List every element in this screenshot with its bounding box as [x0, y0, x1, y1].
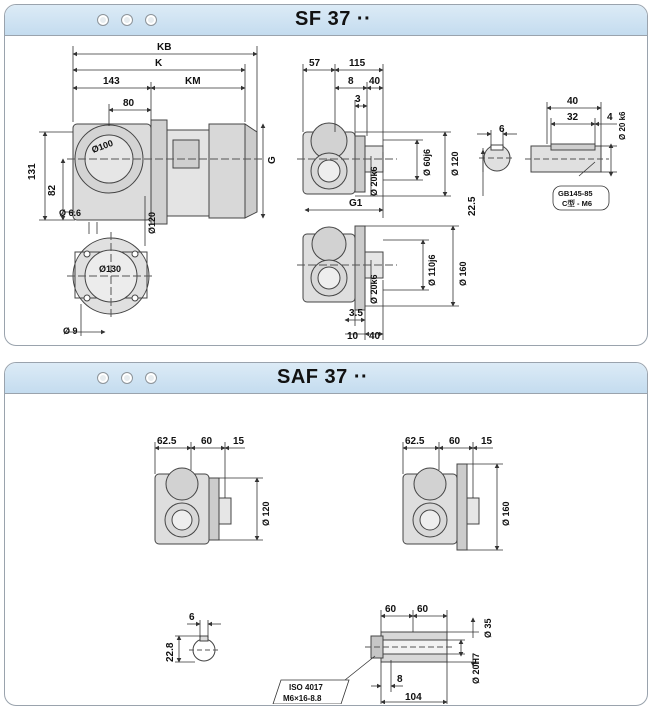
sf37-title: SF 37 ··	[295, 8, 372, 30]
dim-57: 57	[309, 58, 321, 69]
dim-key-22-8: 22.8	[165, 642, 176, 662]
sf-main-view	[67, 120, 263, 224]
dot-icon	[145, 14, 157, 26]
dim-d100: Ø100	[90, 137, 115, 155]
dim-d110j6: Ø 110j6	[427, 254, 437, 286]
dim-d20k6b: Ø 20k6	[369, 274, 379, 304]
dim-a-62-5: 62.5	[157, 436, 177, 447]
dim-h-60b: 60	[417, 604, 429, 615]
dim-40: 40	[369, 76, 381, 87]
dim-a-d120: Ø 120	[261, 501, 271, 526]
dim-a-15: 15	[233, 436, 245, 447]
dim-g1: G1	[349, 198, 363, 209]
dim-80: 80	[123, 98, 135, 109]
iso-bolt: M6×16-8.8	[283, 694, 322, 703]
saf37-panel	[4, 362, 648, 706]
dim-h-d20h7: Ø 20H7	[471, 652, 481, 684]
saf37-title: SAF 37 ··	[277, 366, 369, 388]
dim-b-62-5: 62.5	[405, 436, 425, 447]
dim-a-60: 60	[201, 436, 213, 447]
gb-standard: GB145-85	[558, 189, 593, 198]
dim-82: 82	[47, 184, 58, 196]
dim-10: 10	[347, 331, 359, 342]
dim-k: K	[155, 58, 163, 69]
sf37-drawing	[5, 36, 647, 344]
dim-3-5: 3.5	[349, 308, 363, 319]
dim-h-104: 104	[405, 692, 422, 703]
dim-h-d35: Ø 35	[483, 618, 493, 638]
header-dots	[97, 14, 157, 26]
dim-b-15: 15	[481, 436, 493, 447]
dim-shaft-d20k6: Ø 20 k6	[618, 111, 627, 140]
sf-side-view-2	[297, 226, 397, 310]
dim-d160: Ø 160	[458, 261, 468, 286]
sf37-header	[5, 5, 647, 36]
dim-shaft-4: 4	[607, 112, 613, 123]
dim-key-6: 6	[189, 612, 195, 623]
saf-keyway-view	[189, 636, 219, 661]
header-dots	[97, 372, 157, 384]
dim-h-60a: 60	[385, 604, 397, 615]
dim-shaft-32: 32	[567, 112, 579, 123]
dot-icon	[97, 372, 109, 384]
sf37-panel	[4, 4, 648, 346]
gb-type: C型 - M6	[562, 199, 592, 208]
sf-shaft-labels	[567, 96, 627, 140]
dim-131: 131	[27, 163, 38, 180]
saf-keyway-labels	[165, 612, 195, 662]
iso-callout	[273, 680, 349, 704]
dot-icon	[97, 14, 109, 26]
iso-standard: ISO 4017	[289, 683, 323, 692]
dim-d120: Ø120	[147, 211, 157, 234]
dot-icon	[145, 372, 157, 384]
sf-key-detail	[479, 145, 515, 171]
dim-115: 115	[349, 58, 366, 69]
sf-flange-view	[67, 232, 155, 320]
dim-b-d160: Ø 160	[501, 501, 511, 526]
dim-h-8: 8	[397, 674, 403, 685]
dim-g: G	[267, 156, 278, 164]
dim-d60j6: Ø 60j6	[422, 148, 432, 176]
saf37-drawing	[5, 394, 647, 704]
dim-d9: Ø 9	[63, 326, 78, 336]
dot-icon	[121, 372, 133, 384]
saf-side-view-b	[403, 464, 479, 550]
dim-kb: KB	[157, 42, 172, 53]
sf-side-view	[297, 123, 397, 194]
dim-b-60: 60	[449, 436, 461, 447]
dim-km: KM	[185, 76, 201, 87]
saf-side-view-a	[155, 468, 231, 544]
dim-shaft-40: 40	[567, 96, 579, 107]
dim-key-6: 6	[499, 124, 505, 135]
dot-icon	[121, 14, 133, 26]
gb-callout	[553, 186, 609, 210]
dim-143: 143	[103, 76, 120, 87]
dim-8: 8	[348, 76, 354, 87]
sf-shaft-detail	[525, 144, 609, 172]
dim-d20k6: Ø 20k6	[369, 166, 379, 196]
dim-3: 3	[355, 94, 361, 105]
dim-d130: Ø130	[99, 264, 122, 274]
dim-key-22-5: 22.5	[467, 196, 478, 216]
dim-d120b: Ø 120	[450, 151, 460, 176]
dim-40b: 40	[369, 331, 381, 342]
saf-hollow-shaft	[365, 632, 455, 662]
saf37-header	[5, 363, 647, 394]
dim-d66: Ø 6.6	[59, 208, 82, 218]
